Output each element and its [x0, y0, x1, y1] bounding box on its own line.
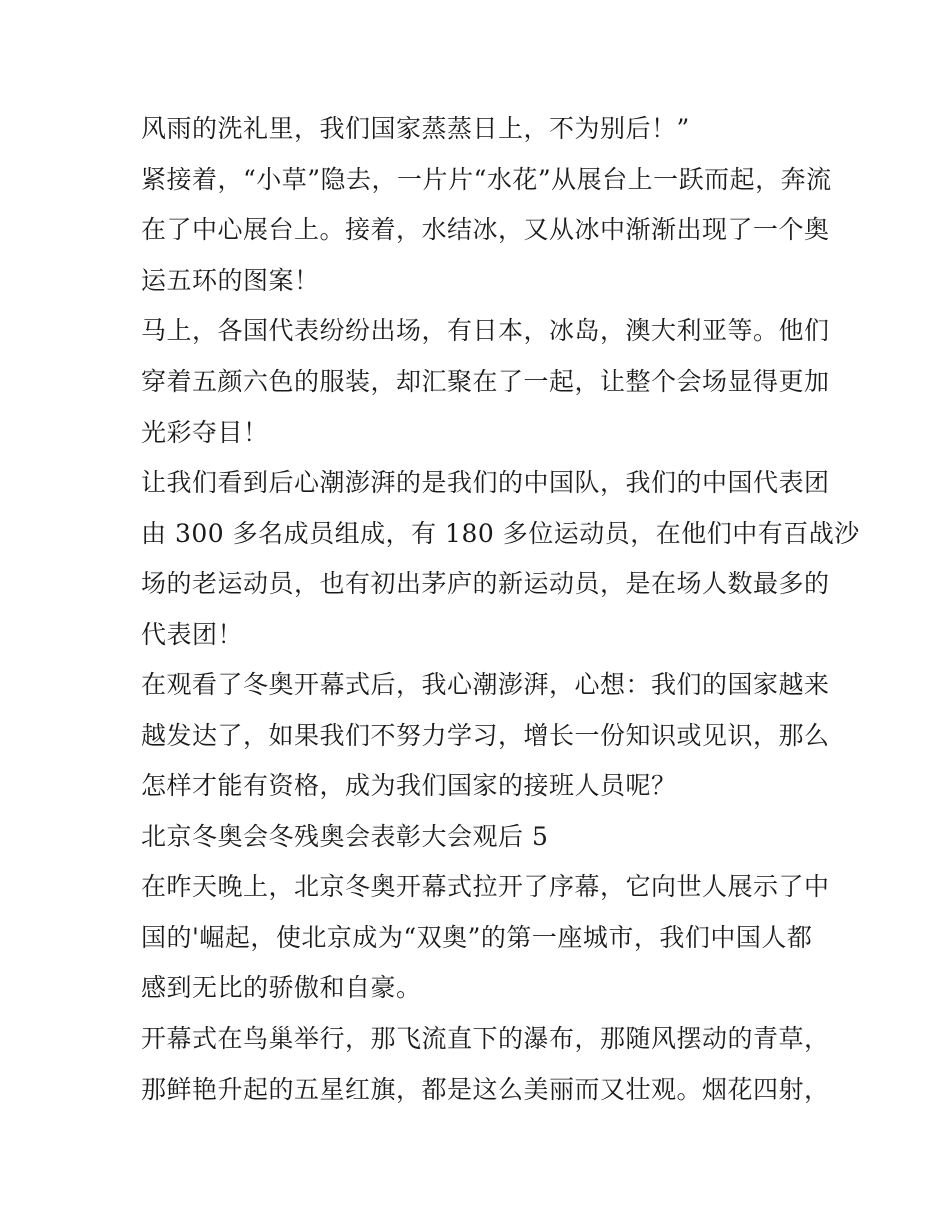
text-line: 由 300 多名成员组成，有 180 多位运动员，在他们中有百战沙 [141, 519, 860, 548]
text-line: 开幕式在鸟巢举行，那飞流直下的瀑布，那随风摆动的青草， [141, 1024, 830, 1053]
text-line: 穿着五颜六色的服装，却汇聚在了一起，让整个会场显得更加 [141, 367, 830, 396]
text-line: 国的'崛起，使北京成为“双奥”的第一座城市，我们中国人都 [141, 923, 813, 952]
text-line: 光彩夺目！ [141, 418, 269, 447]
text-line: 在观看了冬奥开幕式后，我心潮澎湃，心想：我们的国家越来 [141, 670, 830, 699]
text-line: 在了中心展台上。接着，水结冰，又从冰中渐渐出现了一个奥 [141, 215, 830, 244]
text-line: 那鲜艳升起的五星红旗，都是这么美丽而又壮观。烟花四射， [141, 1075, 830, 1104]
text-line: 马上，各国代表纷纷出场，有日本，冰岛，澳大利亚等。他们 [141, 316, 830, 345]
text-line: 在昨天晚上，北京冬奥开幕式拉开了序幕，它向世人展示了中 [141, 872, 830, 901]
text-line: 怎样才能有资格，成为我们国家的接班人员呢？ [141, 771, 677, 800]
text-line: 代表团！ [141, 620, 244, 649]
text-line: 感到无比的骄傲和自豪。 [141, 973, 422, 1002]
text-line: 紧接着，“小草”隐去，一片片“水花”从展台上一跃而起，奔流 [141, 165, 832, 194]
text-line: 让我们看到后心潮澎湃的是我们的中国队，我们的中国代表团 [141, 468, 830, 497]
text-line: 场的老运动员，也有初出茅庐的新运动员，是在场人数最多的 [141, 569, 830, 598]
text-line: 运五环的图案！ [141, 266, 320, 295]
text-line: 风雨的洗礼里，我们国家蒸蒸日上，不为别后！” [141, 114, 690, 143]
text-line: 越发达了，如果我们不努力学习，增长一份知识或见识，那么 [141, 721, 830, 750]
section-heading: 北京冬奥会冬残奥会表彰大会观后 5 [141, 822, 549, 851]
